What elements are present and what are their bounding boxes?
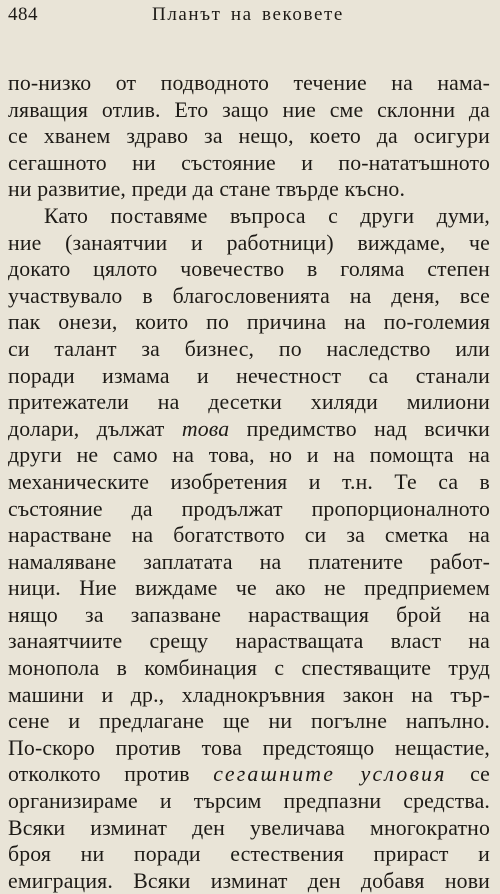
- page-number: 484: [8, 4, 38, 25]
- text-run: предимство над всички: [229, 416, 490, 441]
- text-line: притежатели на десетки хиляди милиони: [8, 390, 490, 415]
- text-line: механическите изобретения и т.н. Те са в: [8, 469, 490, 494]
- paragraph-2: [8, 203, 490, 894]
- text-line: ници. Ние виждаме че ако не предприемем: [8, 576, 490, 601]
- paragraph-1: [8, 70, 490, 203]
- text-line: [8, 416, 490, 443]
- text-line: Всяки изминат ден увеличава многократно: [8, 815, 490, 840]
- text-line: емиграция. Всяки изминат ден добавя нови: [8, 868, 490, 893]
- text-line: други не само на това, но и на помощта на: [8, 443, 490, 468]
- text-line: монопола в комбинация с спестяващите труд: [8, 656, 490, 681]
- text-line: нящо за запазване нарастващия брой на: [8, 602, 490, 627]
- text-line: нарастване на богатството си за сметка на: [8, 523, 490, 548]
- text-run: отколкото против: [8, 762, 214, 787]
- text-line: се хванем здраво за нещо, което да осигури: [8, 124, 490, 149]
- text-line: по-низко от подводното течение на нама-: [8, 71, 490, 95]
- text-line: организираме и търсим предпазни средства.: [8, 789, 490, 814]
- text-line: състояние да продължат пропорционалното: [8, 496, 490, 521]
- text-line: занаятчиите срещу нарастващата власт на: [8, 629, 490, 654]
- emphasized-phrase: сегашните условия: [213, 762, 447, 787]
- emphasized-word: това: [181, 416, 230, 441]
- text-line: си талант за бизнес, по наследство или: [8, 336, 490, 361]
- text-line: ни развитие, преди да стане твърде късно.: [8, 177, 406, 202]
- text-line: сене и предлагане ще ни погълне напълно.: [8, 709, 490, 734]
- text-line: ляващия отлив. Ето защо ние сме склонни да: [8, 97, 490, 122]
- text-line: поради измама и нечестност са станали: [8, 363, 490, 388]
- text-line: Като поставяме въпроса с други думи,: [44, 203, 490, 228]
- text-run: долари, дължат: [8, 416, 182, 441]
- running-head: [8, 0, 490, 36]
- text-run: се: [446, 762, 490, 787]
- text-line: сегашното ни състояние и по-нататъшното: [8, 150, 490, 175]
- text-line: намаляване заплатата на платените работ-: [8, 549, 490, 574]
- text-line: [8, 761, 490, 788]
- text-line: докато цялото човечество в голяма степен: [8, 257, 490, 282]
- text-line: участвувало в благословенията на деня, все: [8, 283, 490, 308]
- text-line: ние (занаятчии и работници) виждаме, че: [8, 230, 490, 255]
- text-line: пак онези, които по причина на по-големия: [8, 310, 490, 335]
- body-text: [8, 70, 490, 894]
- text-line: броя ни поради естествения прираст и: [8, 842, 490, 867]
- text-line: По-скоро против това предстоящо нещастие,: [8, 735, 490, 760]
- text-line: машини и др., хладнокръвния закон на тър-: [8, 682, 490, 707]
- running-title: Планът на вековете: [152, 4, 344, 25]
